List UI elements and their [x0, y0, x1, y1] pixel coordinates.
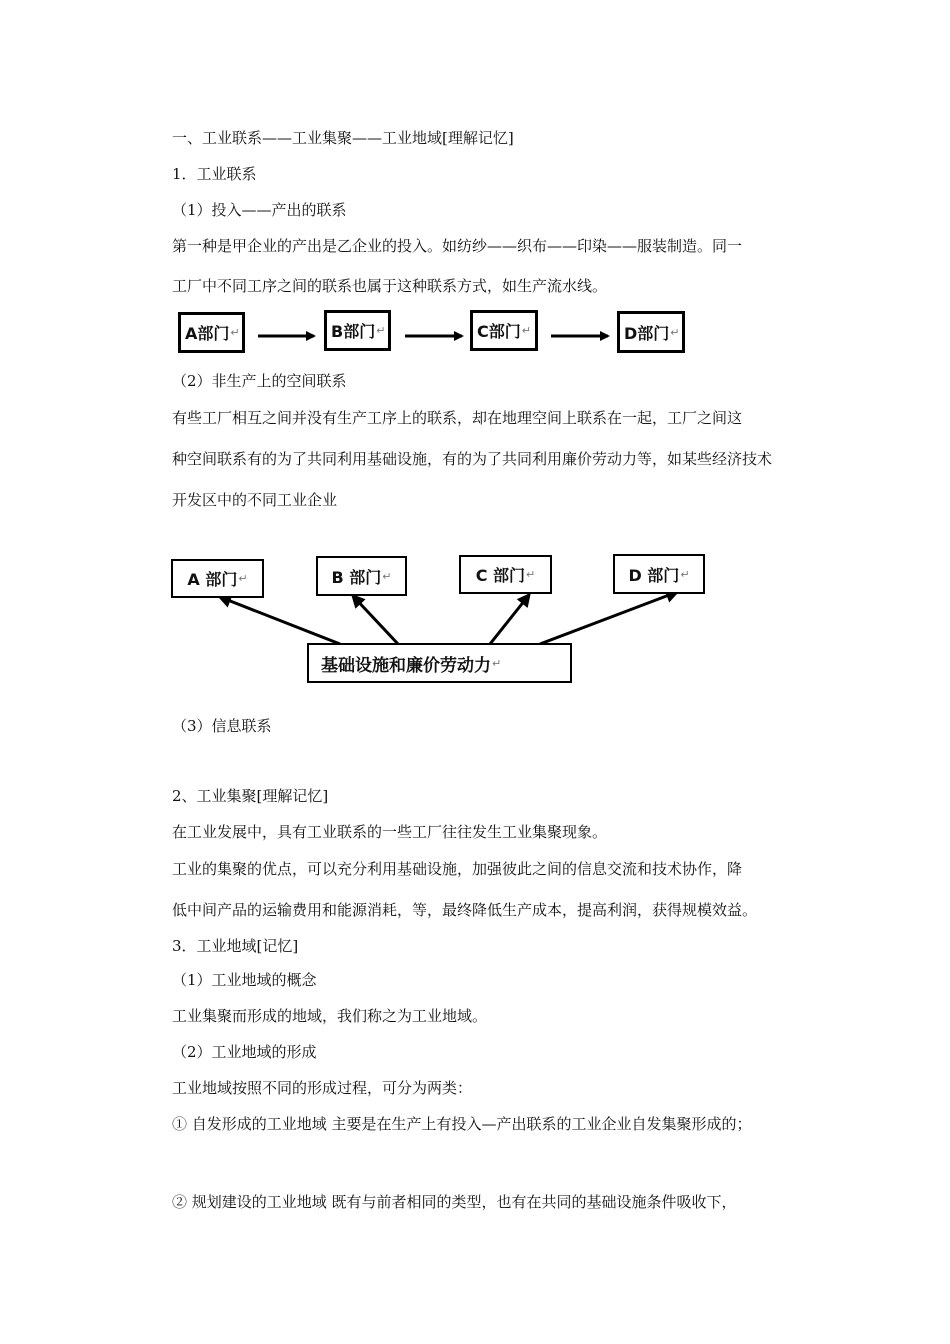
section-heading-2: 2、工业集聚[理解记忆] — [172, 787, 329, 805]
chain-box-c: C部门 ↵ — [470, 310, 538, 351]
fan-base-box: 基础设施和廉价劳动力 ↵ — [307, 643, 572, 683]
paragraph-line: 开发区中的不同工业企业 — [172, 491, 338, 509]
paragraph-line: 工业地域按照不同的形成过程，可分为两类： — [172, 1079, 473, 1097]
paragraph-line: 有些工厂相互之间并没有生产工序上的联系，却在地理空间上联系在一起，工厂之间这 — [172, 409, 743, 427]
list-item: ② 规划建设的工业地域 既有与前者相同的类型，也有在共同的基础设施条件吸收下， — [172, 1193, 737, 1211]
fan-box-c: C 部门 ↵ — [459, 555, 552, 594]
paragraph-line: 低中间产品的运输费用和能源消耗，等，最终降低生产成本，提高利润，获得规模效益。 — [172, 901, 758, 919]
subheading-industrial-links: 1．工业联系 — [172, 165, 257, 183]
list-item: ① 自发形成的工业地域 主要是在生产上有投入—产出联系的工业企业自发集聚形成的； — [172, 1115, 752, 1133]
chain-box-d: D部门 ↵ — [617, 311, 685, 353]
fan-box-a: A 部门 ↵ — [171, 559, 264, 598]
subheading-spatial-links: （2）非生产上的空间联系 — [172, 372, 347, 390]
fan-box-b: B 部门 ↵ — [316, 556, 407, 596]
chain-box-a: A部门 ↵ — [178, 312, 245, 353]
paragraph-line: 在工业发展中，具有工业联系的一些工厂往往发生工业集聚现象。 — [172, 823, 608, 841]
paragraph-line: 种空间联系有的为了共同利用基础设施，有的为了共同利用廉价劳动力等，如某些经济技术 — [172, 450, 773, 468]
paragraph-line: 第一种是甲企业的产出是乙企业的投入。如纺纱——织布——印染——服装制造。同一 — [172, 237, 743, 255]
fan-arrow — [490, 595, 529, 644]
fan-arrow — [220, 597, 340, 644]
section-heading-3: 3．工业地域[记忆] — [172, 937, 299, 955]
subheading-formation: （2）工业地域的形成 — [172, 1043, 317, 1061]
paragraph-line: 工业集聚而形成的地域，我们称之为工业地域。 — [172, 1007, 488, 1025]
fan-box-d: D 部门 ↵ — [613, 554, 705, 594]
paragraph-line: 工厂中不同工序之间的联系也属于这种联系方式，如生产流水线。 — [172, 277, 608, 295]
subheading-concept: （1）工业地域的概念 — [172, 971, 317, 989]
section-heading-1: 一、工业联系——工业集聚——工业地域[理解记忆] — [172, 129, 514, 147]
fan-arrow — [540, 592, 677, 644]
fan-arrow — [353, 596, 398, 644]
chain-box-b: B部门 ↵ — [324, 310, 391, 351]
subheading-input-output: （1）投入——产出的联系 — [172, 201, 347, 219]
paragraph-line: 工业的集聚的优点，可以充分利用基础设施，加强彼此之间的信息交流和技术协作，降 — [172, 860, 743, 878]
subheading-information-links: （3）信息联系 — [172, 717, 272, 735]
